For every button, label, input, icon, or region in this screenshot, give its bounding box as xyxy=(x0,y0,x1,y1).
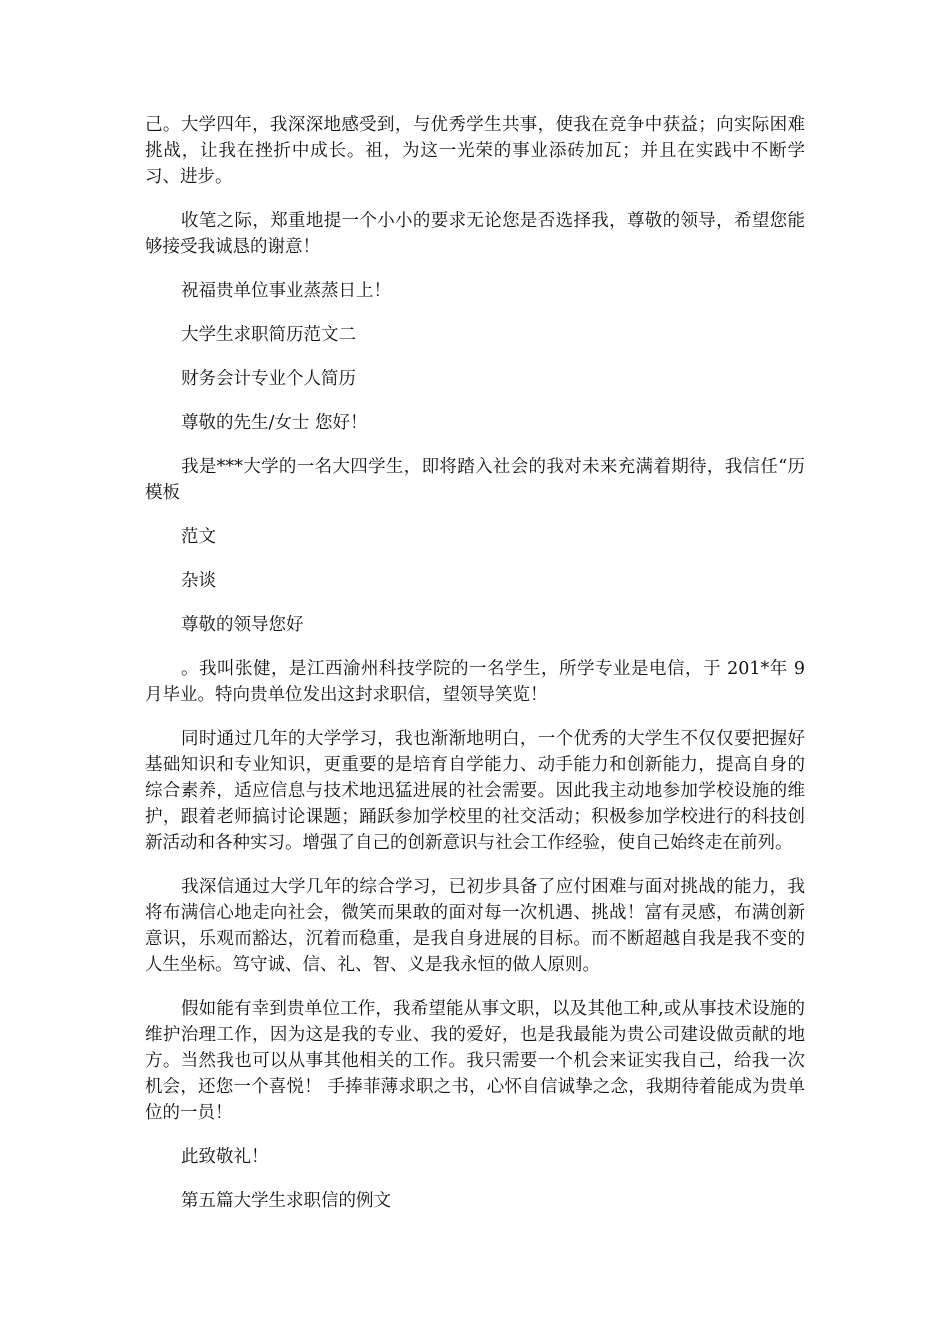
paragraph: 杂谈 xyxy=(181,571,216,591)
section-title: 大学生求职简历范文二 xyxy=(181,325,356,345)
document-body xyxy=(145,112,805,1232)
resume-title: 财务会计专业个人简历 xyxy=(181,369,356,389)
section-title: 第五篇大学生求职信的例文 xyxy=(181,1191,391,1211)
paragraph: 我深信通过大学几年的综合学习，已初步具备了应付困难与面对挑战的能力，我将布满信心地走向社会，微笑而果敢的面对每一次机遇、挑战！富有灵感，布满创新意识，乐观而豁达，沉着而稳重，是我自身进展的目标。而不断超越自我是我不变的人生坐标。笃守诚、信、礼、智、义是我永恒的做人原则。 xyxy=(145,877,805,975)
paragraph: 范文 xyxy=(181,527,216,547)
paragraph: 祝福贵单位事业蒸蒸日上！ xyxy=(181,281,391,301)
paragraph: 我是***大学的一名大四学生，即将踏入社会的我对未来充满着期待，我信任“历模板 xyxy=(145,457,805,503)
salutation: 尊敬的领导您好 xyxy=(181,615,304,635)
closing: 此致敬礼！ xyxy=(181,1147,269,1167)
salutation: 尊敬的先生/女士 您好！ xyxy=(181,413,368,433)
paragraph: 同时通过几年的大学学习，我也渐渐地明白，一个优秀的大学生不仅仅要把握好基础知识和专业知识，更重要的是培育自学能力、动手能力和创新能力，提高自身的综合素养，适应信息与技术地迅猛进展的社会需要。因此我主动地参加学校设施的维护，跟着老师搞讨论课题；踊跃参加学校里的社交活动；积极参加学校进行的科技创新活动和各种实习。增强了自己的创新意识与社会工作经验，使自己始终走在前列。 xyxy=(145,729,805,853)
paragraph: 。我叫张健，是江西渝州科技学院的一名学生，所学专业是电信，于 201*年 9 月毕业。特向贵单位发出这封求职信，望领导笑览！ xyxy=(145,659,805,705)
paragraph: 收笔之际，郑重地提一个小小的要求无论您是否选择我，尊敬的领导，希望您能够接受我诚恳的谢意！ xyxy=(145,211,805,257)
paragraph: 假如能有幸到贵单位工作，我希望能从事文职，以及其他工种,或从事技术设施的维护治理工作，因为这是我的专业、我的爱好，也是我最能为贵公司建设做贡献的地方。当然我也可以从事其他相关的工作。我只需要一个机会来证实我自己，给我一次机会，还您一个喜悦！ 手捧菲薄求职之书，心怀自信诚挚之念，我期待着能成为贵单位的一员！ xyxy=(145,999,805,1123)
paragraph: 己。大学四年，我深深地感受到，与优秀学生共事，使我在竞争中获益；向实际困难挑战，让我在挫折中成长。祖，为这一光荣的事业添砖加瓦；并且在实践中不断学习、进步。 xyxy=(145,115,805,187)
